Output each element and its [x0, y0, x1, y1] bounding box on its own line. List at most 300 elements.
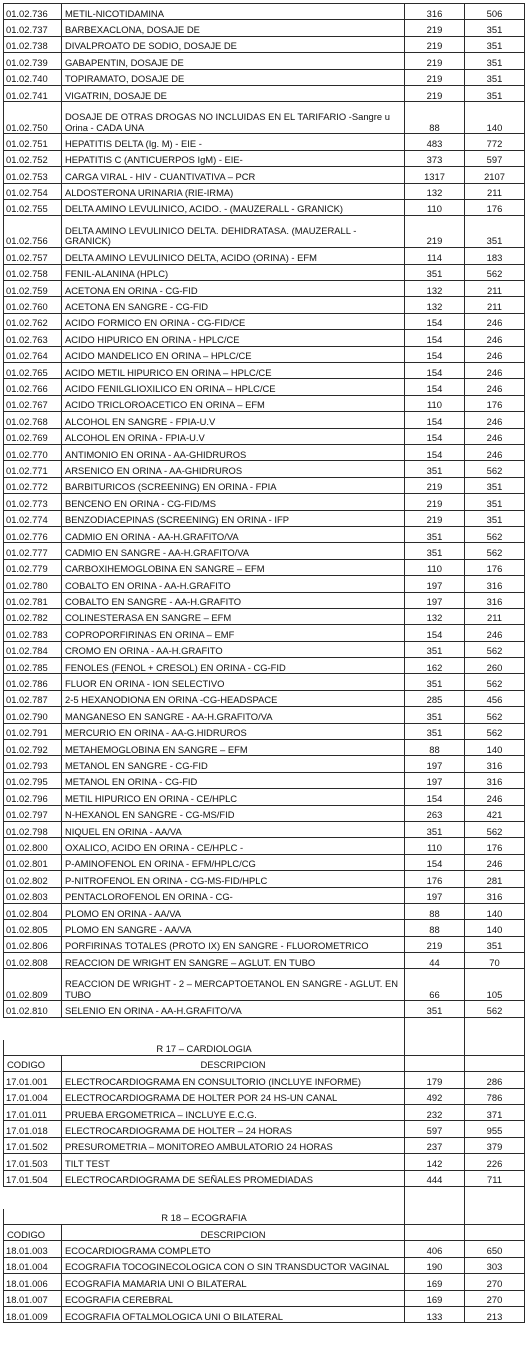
- blank-cell: [405, 1040, 465, 1056]
- blank-cell: [405, 1225, 465, 1241]
- row-value-a: 351: [405, 1001, 465, 1017]
- row-value-b: 246: [465, 444, 525, 460]
- table-row: [4, 674, 525, 690]
- row-value-a: 597: [405, 1121, 465, 1137]
- table-row: [4, 134, 525, 150]
- row-description: REACCION DE WRIGHT EN SANGRE – AGLUT. EN TUBO: [62, 953, 405, 969]
- row-description: 2-5 HEXANODIONA EN ORINA -CG-HEADSPACE: [62, 690, 405, 706]
- row-code: 01.02.781: [4, 592, 62, 608]
- row-code: 01.02.753: [4, 167, 62, 183]
- row-code: 01.02.759: [4, 281, 62, 297]
- row-value-a: 316: [405, 4, 465, 20]
- row-value-a: 190: [405, 1257, 465, 1273]
- row-value-b: 351: [465, 216, 525, 248]
- row-value-b: 562: [465, 723, 525, 739]
- row-value-b: 176: [465, 199, 525, 215]
- row-value-a: 132: [405, 281, 465, 297]
- row-description: METIL HIPURICO EN ORINA - CE/HPLC: [62, 789, 405, 805]
- table-row: [4, 1001, 525, 1017]
- table-row: [4, 297, 525, 313]
- row-value-a: 110: [405, 838, 465, 854]
- row-value-b: 70: [465, 953, 525, 969]
- table-row: [4, 248, 525, 264]
- row-description: MANGANESO EN SANGRE - AA-H.GRAFITO/VA: [62, 707, 405, 723]
- table-row: [4, 1274, 525, 1290]
- row-value-a: 154: [405, 854, 465, 870]
- table-row: [4, 936, 525, 952]
- row-value-a: 351: [405, 821, 465, 837]
- row-code: 18.01.003: [4, 1241, 62, 1257]
- row-value-b: 246: [465, 625, 525, 641]
- row-value-b: 351: [465, 69, 525, 85]
- row-code: 01.02.762: [4, 313, 62, 329]
- row-value-b: 140: [465, 920, 525, 936]
- row-value-a: 114: [405, 248, 465, 264]
- row-value-a: 492: [405, 1088, 465, 1104]
- row-description: PRUEBA ERGOMETRICA – INCLUYE E.C.G.: [62, 1105, 405, 1121]
- table-row: [4, 428, 525, 444]
- row-value-b: 379: [465, 1137, 525, 1153]
- row-description: COLINESTERASA EN SANGRE – EFM: [62, 608, 405, 624]
- row-value-a: 197: [405, 592, 465, 608]
- row-description: REACCION DE WRIGHT - 2 – MERCAPTOETANOL EN SANGRE - AGLUT. EN TUBO: [62, 969, 405, 1001]
- row-value-a: 483: [405, 134, 465, 150]
- row-value-b: 562: [465, 543, 525, 559]
- row-value-b: 183: [465, 248, 525, 264]
- row-description: CARBOXIHEMOGLOBINA EN SANGRE – EFM: [62, 559, 405, 575]
- row-code: 01.02.750: [4, 102, 62, 134]
- row-description: PORFIRINAS TOTALES (PROTO IX) EN SANGRE - FLUOROMETRICO: [62, 936, 405, 952]
- row-value-a: 133: [405, 1306, 465, 1322]
- row-value-b: 955: [465, 1121, 525, 1137]
- row-code: 01.02.795: [4, 772, 62, 788]
- row-value-a: 219: [405, 510, 465, 526]
- row-value-b: 270: [465, 1290, 525, 1306]
- row-value-a: 110: [405, 199, 465, 215]
- row-value-a: 162: [405, 658, 465, 674]
- row-value-b: 140: [465, 903, 525, 919]
- table-row: [4, 821, 525, 837]
- row-value-b: 351: [465, 936, 525, 952]
- row-description: DELTA AMINO LEVULINICO, ACIDO. - (MAUZERALL - GRANICK): [62, 199, 405, 215]
- row-value-b: 562: [465, 641, 525, 657]
- spacer-cell: [405, 1187, 465, 1210]
- row-description: BENZODIACEPINAS (SCREENING) EN ORINA - IFP: [62, 510, 405, 526]
- row-value-b: 316: [465, 592, 525, 608]
- row-code: 17.01.011: [4, 1105, 62, 1121]
- row-description: ACETONA EN ORINA - CG-FID: [62, 281, 405, 297]
- table-row: [4, 740, 525, 756]
- row-code: 01.02.779: [4, 559, 62, 575]
- row-value-a: 88: [405, 102, 465, 134]
- row-value-a: 154: [405, 346, 465, 362]
- row-value-b: 562: [465, 674, 525, 690]
- row-description: PENTACLOROFENOL EN ORINA - CG-: [62, 887, 405, 903]
- table-row: [4, 1170, 525, 1186]
- row-value-b: 421: [465, 805, 525, 821]
- row-code: 01.02.797: [4, 805, 62, 821]
- blank-cell: [465, 1055, 525, 1071]
- table-row: [4, 412, 525, 428]
- table-row: [4, 559, 525, 575]
- table-row: [4, 1105, 525, 1121]
- table-row: [4, 854, 525, 870]
- table-row: [4, 543, 525, 559]
- row-description: P-NITROFENOL EN ORINA - CG-MS-FID/HPLC: [62, 871, 405, 887]
- row-code: 01.02.792: [4, 740, 62, 756]
- row-description: ECOGRAFIA TOCOGINECOLOGICA CON O SIN TRANSDUCTOR VAGINAL: [62, 1257, 405, 1273]
- column-header-description: DESCRIPCION: [62, 1055, 405, 1071]
- table-row: [4, 363, 525, 379]
- row-code: 17.01.004: [4, 1088, 62, 1104]
- row-value-a: 351: [405, 526, 465, 542]
- row-value-b: 316: [465, 772, 525, 788]
- row-code: 01.02.755: [4, 199, 62, 215]
- row-value-a: 154: [405, 379, 465, 395]
- table-row: [4, 494, 525, 510]
- row-description: MERCURIO EN ORINA - AA-G.HIDRUROS: [62, 723, 405, 739]
- row-description: METIL-NICOTIDAMINA: [62, 4, 405, 20]
- row-description: ARSENICO EN ORINA - AA-GHIDRUROS: [62, 461, 405, 477]
- tariff-table-body: [4, 4, 525, 1323]
- table-row: [4, 69, 525, 85]
- row-code: 01.02.791: [4, 723, 62, 739]
- row-value-a: 154: [405, 363, 465, 379]
- row-description: FENIL-ALANINA (HPLC): [62, 264, 405, 280]
- row-value-b: 351: [465, 477, 525, 493]
- table-row: [4, 658, 525, 674]
- row-value-a: 154: [405, 444, 465, 460]
- row-value-b: 246: [465, 412, 525, 428]
- row-value-b: 105: [465, 969, 525, 1001]
- row-value-a: 110: [405, 395, 465, 411]
- table-row: [4, 592, 525, 608]
- row-value-b: 316: [465, 576, 525, 592]
- row-value-a: 219: [405, 477, 465, 493]
- row-value-a: 169: [405, 1290, 465, 1306]
- row-description: ECOGRAFIA OFTALMOLOGICA UNI O BILATERAL: [62, 1306, 405, 1322]
- table-row: [4, 4, 525, 20]
- row-code: 18.01.006: [4, 1274, 62, 1290]
- row-description: ACETONA EN SANGRE - CG-FID: [62, 297, 405, 313]
- row-description: NIQUEL EN ORINA - AA/VA: [62, 821, 405, 837]
- row-description: BARBEXACLONA, DOSAJE DE: [62, 20, 405, 36]
- section-spacer: [4, 1017, 525, 1040]
- row-code: 01.02.805: [4, 920, 62, 936]
- table-row: [4, 1121, 525, 1137]
- row-code: 01.02.806: [4, 936, 62, 952]
- row-value-a: 263: [405, 805, 465, 821]
- table-row: [4, 641, 525, 657]
- row-value-a: 110: [405, 559, 465, 575]
- row-value-b: 562: [465, 1001, 525, 1017]
- row-description: VIGATRIN, DOSAJE DE: [62, 85, 405, 101]
- table-row: [4, 102, 525, 134]
- row-value-a: 66: [405, 969, 465, 1001]
- row-code: 18.01.004: [4, 1257, 62, 1273]
- row-value-a: 44: [405, 953, 465, 969]
- row-value-b: 456: [465, 690, 525, 706]
- row-description: OXALICO, ACIDO EN ORINA - CE/HPLC -: [62, 838, 405, 854]
- row-code: 01.02.771: [4, 461, 62, 477]
- table-row: [4, 379, 525, 395]
- row-value-b: 650: [465, 1241, 525, 1257]
- row-code: 01.02.783: [4, 625, 62, 641]
- row-code: 01.02.738: [4, 36, 62, 52]
- row-value-b: 270: [465, 1274, 525, 1290]
- column-header-code: CODIGO: [4, 1055, 62, 1071]
- row-value-b: 213: [465, 1306, 525, 1322]
- row-value-a: 197: [405, 756, 465, 772]
- row-value-b: 140: [465, 740, 525, 756]
- table-row: [4, 723, 525, 739]
- row-description: COBALTO EN ORINA - AA-H.GRAFITO: [62, 576, 405, 592]
- row-value-a: 351: [405, 723, 465, 739]
- table-row: [4, 838, 525, 854]
- row-value-a: 154: [405, 625, 465, 641]
- row-value-a: 219: [405, 216, 465, 248]
- row-value-b: 246: [465, 330, 525, 346]
- row-code: 01.02.736: [4, 4, 62, 20]
- row-description: ALCOHOL EN SANGRE - FPIA-U.V: [62, 412, 405, 428]
- table-row: [4, 20, 525, 36]
- table-row: [4, 1241, 525, 1257]
- row-value-b: 176: [465, 559, 525, 575]
- row-description: GABAPENTIN, DOSAJE DE: [62, 53, 405, 69]
- row-description: CADMIO EN ORINA - AA-H.GRAFITO/VA: [62, 526, 405, 542]
- row-code: 17.01.504: [4, 1170, 62, 1186]
- row-description: FLUOR EN ORINA - ION SELECTIVO: [62, 674, 405, 690]
- row-value-b: 211: [465, 183, 525, 199]
- row-code: 01.02.803: [4, 887, 62, 903]
- row-value-a: 169: [405, 1274, 465, 1290]
- row-value-a: 444: [405, 1170, 465, 1186]
- row-description: CADMIO EN SANGRE - AA-H.GRAFITO/VA: [62, 543, 405, 559]
- table-row: [4, 1290, 525, 1306]
- row-value-a: 237: [405, 1137, 465, 1153]
- row-value-a: 219: [405, 53, 465, 69]
- row-value-a: 176: [405, 871, 465, 887]
- row-value-b: 562: [465, 707, 525, 723]
- row-value-b: 176: [465, 395, 525, 411]
- row-value-a: 88: [405, 740, 465, 756]
- row-code: 01.02.808: [4, 953, 62, 969]
- section-title-row: [4, 1040, 525, 1056]
- row-description: CARGA VIRAL - HIV - CUANTIVATIVA – PCR: [62, 167, 405, 183]
- row-value-b: 211: [465, 297, 525, 313]
- table-row: [4, 920, 525, 936]
- row-value-a: 88: [405, 903, 465, 919]
- spacer-cell: [465, 1017, 525, 1040]
- row-value-a: 373: [405, 150, 465, 166]
- row-value-a: 154: [405, 330, 465, 346]
- table-row: [4, 510, 525, 526]
- row-description: ALDOSTERONA URINARIA (RIE-IRMA): [62, 183, 405, 199]
- table-row: [4, 395, 525, 411]
- row-code: 01.02.751: [4, 134, 62, 150]
- row-code: 01.02.764: [4, 346, 62, 362]
- row-value-b: 371: [465, 1105, 525, 1121]
- row-value-b: 351: [465, 53, 525, 69]
- row-code: 01.02.740: [4, 69, 62, 85]
- row-value-b: 281: [465, 871, 525, 887]
- spacer-cell: [4, 1017, 62, 1040]
- row-value-b: 140: [465, 102, 525, 134]
- row-description: HEPATITIS C (ANTICUERPOS IgM) - EIE-: [62, 150, 405, 166]
- row-code: 01.02.809: [4, 969, 62, 1001]
- row-value-a: 154: [405, 313, 465, 329]
- row-value-a: 1317: [405, 167, 465, 183]
- table-row: [4, 150, 525, 166]
- row-value-a: 132: [405, 297, 465, 313]
- row-code: 01.02.800: [4, 838, 62, 854]
- row-code: 01.02.784: [4, 641, 62, 657]
- table-row: [4, 313, 525, 329]
- row-code: 17.01.502: [4, 1137, 62, 1153]
- row-description: FENOLES (FENOL + CRESOL) EN ORINA - CG-FID: [62, 658, 405, 674]
- row-code: 01.02.774: [4, 510, 62, 526]
- row-value-b: 246: [465, 379, 525, 395]
- row-value-b: 286: [465, 1072, 525, 1088]
- row-value-b: 351: [465, 20, 525, 36]
- row-value-a: 197: [405, 772, 465, 788]
- row-code: 01.02.768: [4, 412, 62, 428]
- row-code: 01.02.786: [4, 674, 62, 690]
- row-value-b: 260: [465, 658, 525, 674]
- table-row: [4, 36, 525, 52]
- row-value-a: 132: [405, 183, 465, 199]
- row-code: 01.02.760: [4, 297, 62, 313]
- row-value-b: 351: [465, 85, 525, 101]
- row-value-b: 246: [465, 428, 525, 444]
- row-code: 18.01.007: [4, 1290, 62, 1306]
- row-value-b: 562: [465, 461, 525, 477]
- row-description: ACIDO FORMICO EN ORINA - CG-FID/CE: [62, 313, 405, 329]
- row-value-a: 406: [405, 1241, 465, 1257]
- row-value-b: 2107: [465, 167, 525, 183]
- row-value-a: 219: [405, 36, 465, 52]
- blank-cell: [405, 1055, 465, 1071]
- row-value-a: 154: [405, 789, 465, 805]
- row-value-a: 351: [405, 461, 465, 477]
- row-value-b: 246: [465, 346, 525, 362]
- row-value-a: 351: [405, 674, 465, 690]
- table-row: [4, 461, 525, 477]
- column-header-row: [4, 1225, 525, 1241]
- row-code: 01.02.741: [4, 85, 62, 101]
- table-row: [4, 625, 525, 641]
- table-row: [4, 707, 525, 723]
- row-code: 01.02.737: [4, 20, 62, 36]
- spacer-cell: [62, 1187, 405, 1210]
- spacer-cell: [62, 1017, 405, 1040]
- section-title: R 17 – CARDIOLOGIA: [4, 1040, 405, 1056]
- table-row: [4, 608, 525, 624]
- row-description: ECOCARDIOGRAMA COMPLETO: [62, 1241, 405, 1257]
- table-row: [4, 167, 525, 183]
- row-description: ELECTROCARDIOGRAMA DE HOLTER – 24 HORAS: [62, 1121, 405, 1137]
- row-code: 01.02.772: [4, 477, 62, 493]
- row-value-a: 219: [405, 20, 465, 36]
- row-description: ACIDO TRICLOROACETICO EN ORINA – EFM: [62, 395, 405, 411]
- row-description: DELTA AMINO LEVULINICO DELTA. DEHIDRATASA. (MAUZERALL - GRANICK): [62, 216, 405, 248]
- table-row: [4, 53, 525, 69]
- table-row: [4, 199, 525, 215]
- row-description: DOSAJE DE OTRAS DROGAS NO INCLUIDAS EN EL TARIFARIO -Sangre u Orina - CADA UNA: [62, 102, 405, 134]
- row-code: 17.01.001: [4, 1072, 62, 1088]
- row-code: 01.02.790: [4, 707, 62, 723]
- table-row: [4, 264, 525, 280]
- spacer-cell: [4, 1187, 62, 1210]
- row-value-b: 226: [465, 1154, 525, 1170]
- row-code: 18.01.009: [4, 1306, 62, 1322]
- column-header-description: DESCRIPCION: [62, 1225, 405, 1241]
- row-code: 01.02.785: [4, 658, 62, 674]
- row-value-a: 351: [405, 543, 465, 559]
- row-code: 17.01.018: [4, 1121, 62, 1137]
- row-value-b: 351: [465, 494, 525, 510]
- table-row: [4, 756, 525, 772]
- row-description: ACIDO FENILGLIOXILICO EN ORINA – HPLC/CE: [62, 379, 405, 395]
- section-title: R 18 – ECOGRAFIA: [4, 1209, 405, 1225]
- table-row: [4, 690, 525, 706]
- row-value-b: 303: [465, 1257, 525, 1273]
- row-description: METANOL EN SANGRE - CG-FID: [62, 756, 405, 772]
- blank-cell: [405, 1209, 465, 1225]
- section-title-row: [4, 1209, 525, 1225]
- row-code: 01.02.780: [4, 576, 62, 592]
- table-row: [4, 1072, 525, 1088]
- row-value-a: 219: [405, 69, 465, 85]
- row-value-b: 772: [465, 134, 525, 150]
- row-code: 01.02.767: [4, 395, 62, 411]
- row-code: 01.02.763: [4, 330, 62, 346]
- row-value-b: 351: [465, 36, 525, 52]
- row-value-a: 142: [405, 1154, 465, 1170]
- table-row: [4, 871, 525, 887]
- table-row: [4, 183, 525, 199]
- row-value-a: 154: [405, 428, 465, 444]
- row-code: 01.02.793: [4, 756, 62, 772]
- row-value-b: 246: [465, 363, 525, 379]
- row-description: COBALTO EN SANGRE - AA-H.GRAFITO: [62, 592, 405, 608]
- row-code: 01.02.752: [4, 150, 62, 166]
- table-row: [4, 576, 525, 592]
- blank-cell: [465, 1225, 525, 1241]
- row-code: 01.02.756: [4, 216, 62, 248]
- row-value-a: 154: [405, 412, 465, 428]
- row-value-b: 316: [465, 756, 525, 772]
- row-description: ELECTROCARDIOGRAMA DE SEÑALES PROMEDIADAS: [62, 1170, 405, 1186]
- row-code: 01.02.758: [4, 264, 62, 280]
- row-code: 01.02.776: [4, 526, 62, 542]
- row-code: 01.02.787: [4, 690, 62, 706]
- row-value-b: 562: [465, 821, 525, 837]
- row-value-a: 197: [405, 887, 465, 903]
- row-description: ACIDO HIPURICO EN ORINA - HPLC/CE: [62, 330, 405, 346]
- spacer-cell: [405, 1017, 465, 1040]
- row-value-a: 197: [405, 576, 465, 592]
- table-row: [4, 1088, 525, 1104]
- row-code: 01.02.754: [4, 183, 62, 199]
- row-value-b: 351: [465, 510, 525, 526]
- tariff-table: [3, 3, 525, 1323]
- section-spacer: [4, 1187, 525, 1210]
- row-code: 01.02.804: [4, 903, 62, 919]
- row-description: PLOMO EN ORINA - AA/VA: [62, 903, 405, 919]
- row-description: P-AMINOFENOL EN ORINA - EFM/HPLC/CG: [62, 854, 405, 870]
- spacer-cell: [465, 1187, 525, 1210]
